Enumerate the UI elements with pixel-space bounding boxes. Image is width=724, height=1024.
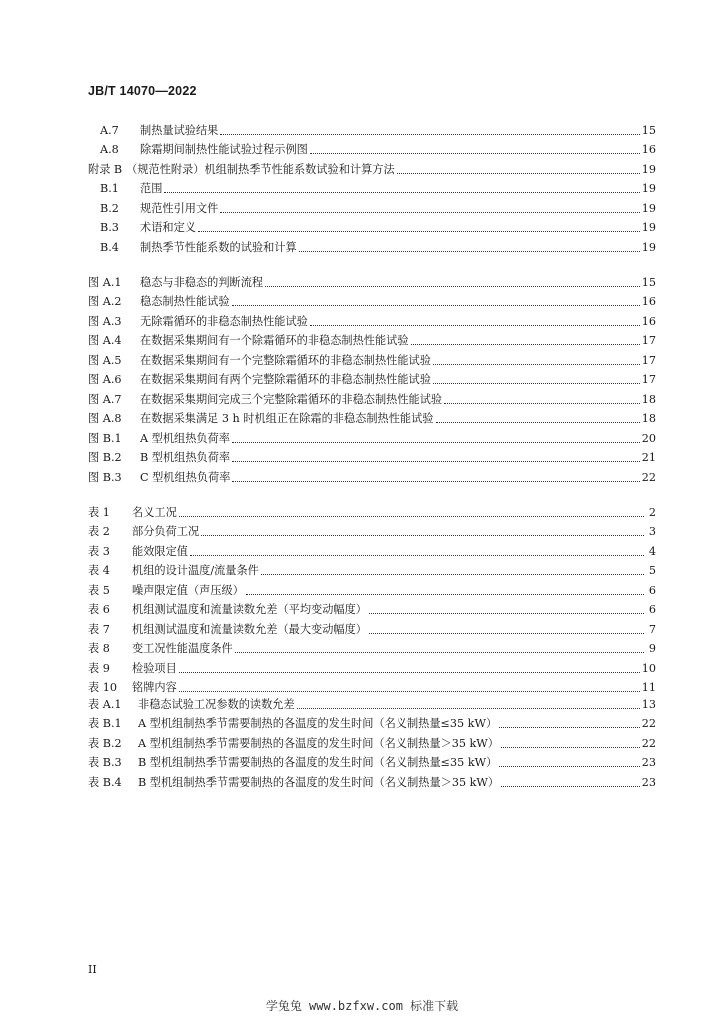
toc-entry-page: 19 [641,162,656,176]
toc-entry-page: 23 [641,775,656,789]
toc-entry-title: B 型机组制热季节需要制热的各温度的发生时间（名义制热量≤35 kW） [138,756,498,769]
toc-entry-page: 22 [641,736,656,750]
toc-leader-dots [369,613,644,614]
toc-table-entry[interactable] [88,637,656,657]
toc-entry-number: 表 B.4 [88,775,122,789]
toc-entry-page: 17 [641,373,656,386]
toc-entry-title: A 型机组制热季节需要制热的各温度的发生时间（名义制热量≤35 kW） [138,717,498,730]
toc-figure-entry[interactable] [88,426,656,446]
toc-entry-title: 非稳态试验工况参数的读数允差 [138,697,295,711]
toc-entry-number: 表 6 [88,603,110,616]
toc-entry-page: 16 [641,295,656,308]
toc-entry[interactable] [88,235,656,255]
toc-entry-title: 在数据采集期间有一个除霜循环的非稳态制热性能试验 [140,334,409,347]
toc-table-entry[interactable] [88,520,656,540]
toc-table-entry[interactable] [88,500,656,520]
toc-table-entry[interactable] [88,656,656,676]
toc-table-entry[interactable] [88,770,656,790]
toc-entry-number: 表 2 [88,525,110,538]
toc-entry-number: 表 8 [88,642,110,655]
toc-leader-dots [246,594,644,595]
toc-entry-page: 22 [641,470,656,484]
footer-watermark: 学兔兔 www.bzfxw.com 标准下载 [265,999,459,1013]
toc-entry-number: 表 B.3 [88,756,122,769]
toc-entry-number: 图 A.7 [88,392,122,406]
toc-entry-page: 16 [641,314,656,328]
toc-leader-dots [164,192,639,193]
toc-entry-number: 图 A.1 [88,275,122,289]
toc-entry-number: 表 1 [88,505,110,519]
toc-entry-number: A.7 [100,123,119,137]
toc-entry-number: B.1 [100,182,119,195]
toc-entry-title: 在数据采集期间完成三个完整除霜循环的非稳态制热性能试验 [140,392,443,406]
toc-table-entry[interactable] [88,751,656,771]
toc-entry-title: 在数据采集期间有两个完整除霜循环的非稳态制热性能试验 [140,373,431,386]
toc-entry-title: 机组测试温度和流量读数允差（最大变动幅度） [132,622,367,636]
toc-figure-entry[interactable] [88,290,656,310]
toc-leader-dots [310,153,640,154]
toc-entry-page: 4 [648,544,656,558]
toc-figures-section [88,270,656,485]
toc-leader-dots [232,461,640,462]
toc-entry[interactable] [88,196,656,216]
toc-entry-number: B.4 [100,240,119,254]
toc-entry[interactable] [88,118,656,138]
toc-entry-page: 3 [648,525,656,538]
toc-entry-title: 检验项目 [132,661,177,675]
toc-entry-page: 23 [641,756,656,769]
toc-entry[interactable] [88,216,656,236]
toc-entry-page: 21 [641,451,656,464]
toc-entry-title: 名义工况 [132,505,177,519]
toc-entry-title: 部分负荷工况 [132,525,200,538]
toc-entry-title: 除霜期间制热性能试验过程示例图 [140,143,308,156]
toc-figure-entry[interactable] [88,446,656,466]
toc-leader-dots [220,134,639,135]
toc-entry-page: 15 [641,275,656,289]
toc-entry-number: 表 B.1 [88,717,122,730]
toc-entry-number: 表 7 [88,622,110,636]
toc-figure-entry[interactable] [88,270,656,290]
toc-entry-page: 9 [648,642,656,655]
toc-entry[interactable] [88,138,656,158]
toc-tables-section [88,500,656,695]
toc-table-entry[interactable] [88,559,656,579]
toc-leader-dots [299,251,640,252]
toc-leader-dots [501,786,640,787]
toc-appendix-a-section [88,118,656,255]
toc-leader-dots [232,305,640,306]
toc-table-entry[interactable] [88,617,656,637]
toc-entry-number: 表 B.2 [88,736,122,750]
toc-entry-number: 图 A.4 [88,334,122,347]
toc-entry-title: 机组测试温度和流量读数允差（平均变动幅度） [132,603,367,616]
toc-entry-number: 图 A.6 [88,373,122,386]
toc-entry-page: 19 [641,182,656,195]
toc-leader-dots [499,766,639,767]
toc-table-entry[interactable] [88,731,656,751]
toc-entry-title: 术语和定义 [140,221,196,234]
toc-entry-number: B.2 [100,201,119,215]
toc-leader-dots [397,173,640,174]
toc-leader-dots [436,422,640,423]
toc-entry-title: 规范性引用文件 [140,201,219,215]
toc-leader-dots [499,727,640,728]
toc-leader-dots [501,747,640,748]
toc-entry-number: 图 B.1 [88,431,122,445]
toc-entry[interactable] [88,157,656,177]
toc-entry-page: 6 [648,583,656,597]
toc-entry-title: A 型机组制热季节需要制热的各温度的发生时间（名义制热量＞35 kW） [138,736,499,750]
toc-leader-dots [201,535,644,536]
toc-entry-number: 表 10 [88,681,117,694]
toc-entry-title: 稳态与非稳态的判断流程 [140,275,264,289]
toc-entry-page: 11 [641,681,656,694]
toc-entry-number: 图 B.2 [88,451,122,464]
toc-entry[interactable] [88,177,656,197]
toc-figure-entry[interactable] [88,309,656,329]
toc-leader-dots [265,286,640,287]
toc-entry-page: 13 [641,697,656,711]
toc-table-entry[interactable] [88,598,656,618]
toc-entry-page: 19 [641,221,656,234]
toc-leader-dots [235,652,644,653]
toc-entry-page: 18 [641,412,656,425]
toc-entry-page: 17 [641,334,656,347]
toc-entry-number: 图 A.5 [88,353,122,367]
toc-leader-dots [179,672,640,673]
toc-entry-number: 表 4 [88,564,110,577]
toc-appendix-tables-section [88,692,656,790]
toc-entry-title: C 型机组热负荷率 [140,470,231,484]
toc-leader-dots [220,212,639,213]
toc-entry-page: 7 [648,622,656,636]
toc-table-entry[interactable] [88,578,656,598]
toc-entry-title: （规范性附录）机组制热季节性能系数试验和计算方法 [126,162,395,176]
toc-entry-number: 表 3 [88,544,110,558]
toc-entry-title: 铭牌内容 [132,681,177,694]
toc-entry-title: B 型机组制热季节需要制热的各温度的发生时间（名义制热量＞35 kW） [138,775,500,789]
toc-entry-page: 2 [648,505,656,519]
toc-entry-number: 表 9 [88,661,110,675]
toc-figure-entry[interactable] [88,329,656,349]
toc-entry-title: 无除霜循环的非稳态制热性能试验 [140,314,308,328]
toc-entry-number: 附录 B [88,162,123,176]
toc-entry-number: 图 A.8 [88,412,122,425]
toc-entry-number: B.3 [100,221,119,234]
toc-entry-number: A.8 [100,143,119,156]
toc-entry-title: 在数据采集期间有一个完整除霜循环的非稳态制热性能试验 [140,353,431,367]
toc-entry-title: 能效限定值 [132,544,188,558]
document-code: JB/T 14070—2022 [88,84,197,98]
toc-leader-dots [232,481,639,482]
toc-entry-page: 15 [641,123,656,137]
toc-entry-number: 图 A.3 [88,314,122,328]
toc-leader-dots [198,231,640,232]
toc-entry-number: 表 5 [88,583,110,597]
toc-entry-page: 10 [641,661,656,675]
toc-leader-dots [232,442,640,443]
toc-figure-entry[interactable] [88,368,656,388]
toc-table-entry[interactable] [88,692,656,712]
page-number: II [88,963,97,976]
toc-leader-dots [444,403,640,404]
toc-leader-dots [297,708,640,709]
toc-entry-title: 制热量试验结果 [140,123,219,137]
toc-entry-page: 19 [641,201,656,215]
toc-figure-entry[interactable] [88,387,656,407]
toc-table-entry[interactable] [88,539,656,559]
toc-figure-entry[interactable] [88,348,656,368]
toc-entry-page: 17 [641,353,656,367]
toc-entry-title: 变工况性能温度条件 [132,642,233,655]
toc-entry-title: A 型机组热负荷率 [140,431,230,445]
toc-leader-dots [179,516,644,517]
toc-figure-entry[interactable] [88,407,656,427]
toc-leader-dots [433,383,640,384]
toc-entry-number: 表 A.1 [88,697,122,711]
toc-entry-page: 19 [641,240,656,254]
toc-entry-page: 18 [641,392,656,406]
toc-entry-title: 制热季节性能系数的试验和计算 [140,240,297,254]
toc-entry-title: 在数据采集满足 3 h 时机组正在除霜的非稳态制热性能试验 [140,412,434,425]
toc-entry-page: 16 [641,143,656,156]
toc-entry-page: 22 [641,717,656,730]
toc-entry-page: 20 [641,431,656,445]
toc-leader-dots [261,574,644,575]
toc-leader-dots [369,633,644,634]
toc-entry-title: 噪声限定值（声压级） [132,583,244,597]
toc-leader-dots [411,344,640,345]
toc-leader-dots [433,364,640,365]
toc-entry-title: 稳态制热性能试验 [140,295,230,308]
toc-entry-number: 图 B.3 [88,470,122,484]
toc-entry-page: 6 [648,603,656,616]
toc-entry-title: B 型机组热负荷率 [140,451,231,464]
toc-entry-number: 图 A.2 [88,295,122,308]
toc-entry-title: 机组的设计温度/流量条件 [132,564,259,577]
toc-figure-entry[interactable] [88,465,656,485]
toc-leader-dots [190,555,644,556]
toc-entry-title: 范围 [140,182,163,195]
toc-table-entry[interactable] [88,712,656,732]
toc-leader-dots [310,325,640,326]
toc-entry-page: 5 [648,564,656,577]
